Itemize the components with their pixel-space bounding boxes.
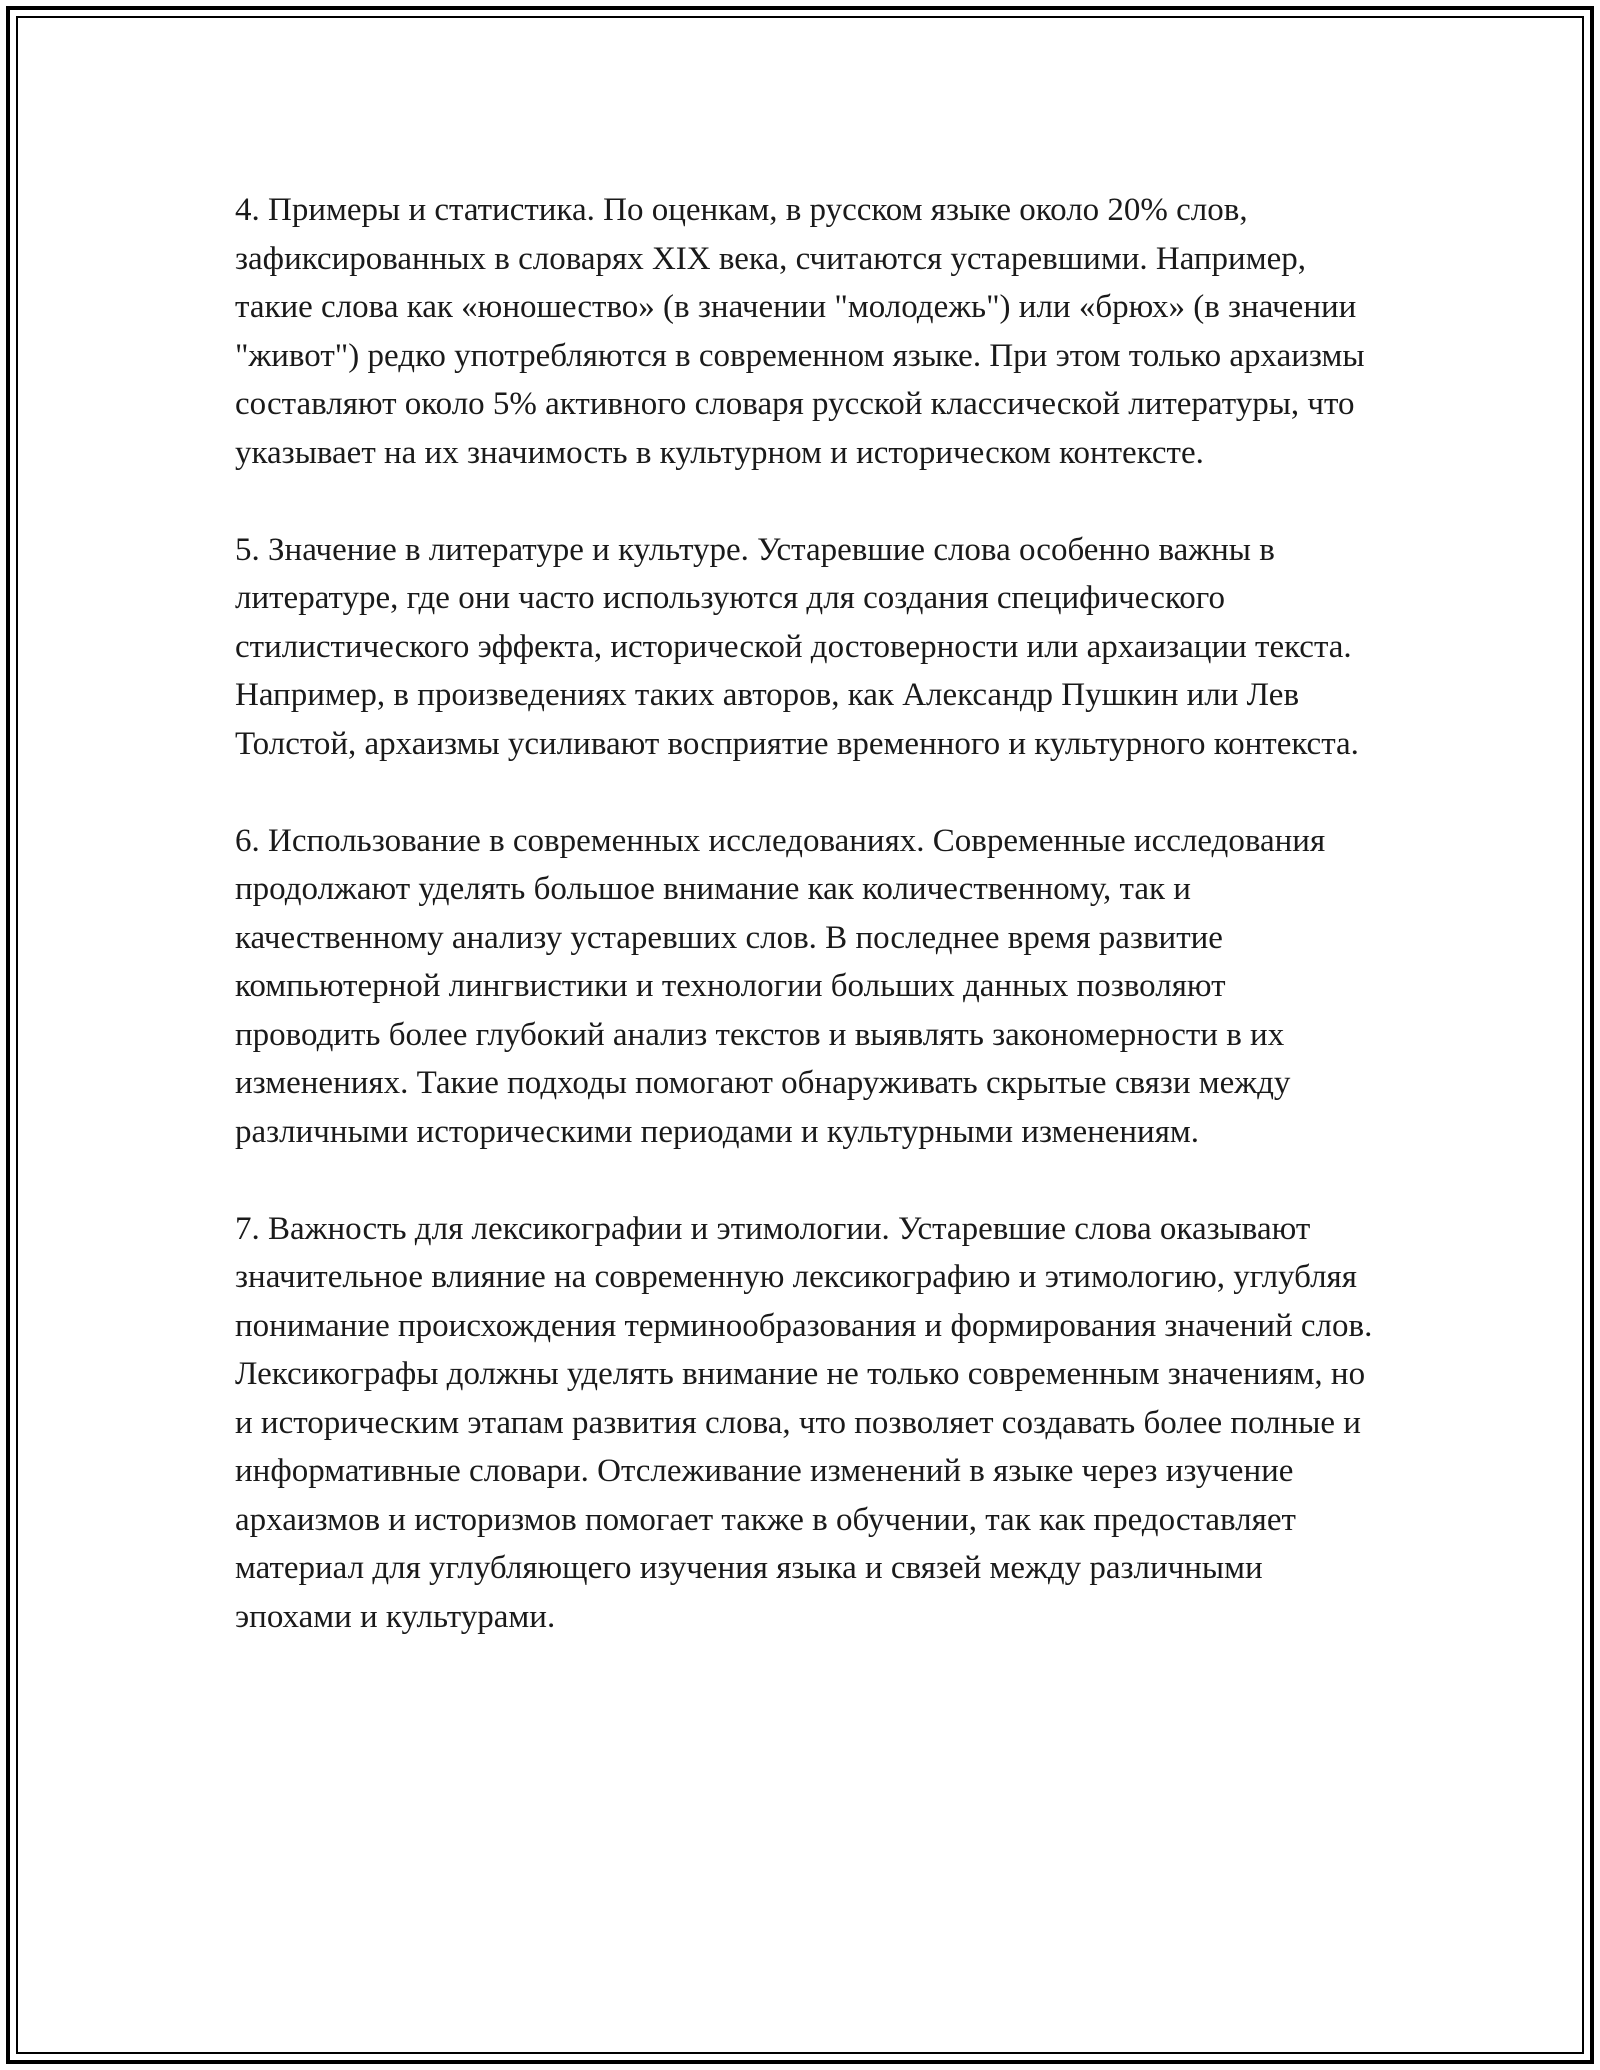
paragraph-modern-research: 6. Использование в современных исследованиях. Современные исследования продолжают уделять большое внимание как количественному, так и качественному анализу устаревших слов. В последнее время развитие компьютерной лингвистики и технологии больших данных позволяют проводить более глубокий анализ текстов и выявлять закономерности в их изменениях. Такие подходы помогают обнаруживать скрытые связи между различными историческими периодами и культурными изменениям. [235, 822, 1326, 1150]
paragraph-lexicography-etymology: 7. Важность для лексикографии и этимологии. Устаревшие слова оказывают значительное влияние на современную лексикографию и этимологию, углубляя понимание происхождения терминообразования и формирования значений слов. Лексикографы должны уделять внимание не только современным значениям, но и историческим этапам развития слова, что позволяет создавать более полные и информативные словари. Отслеживание изменений в языке через изучение архаизмов и историзмов помогает также в обучении, так как предоставляет материал для углубляющего изучения языка и связей между различными эпохами и культурами. [235, 1210, 1373, 1635]
document-body [235, 186, 1375, 1690]
paragraph-examples-statistics: 4. Примеры и статистика. По оценкам, в русском языке около 20% слов, зафиксированных в словарях XIX века, считаются устаревшими. Например, такие слова как «юношество» (в значении "молодежь") или «брюх» (в значении "живот") редко употребляются в современном языке. При этом только архаизмы составляют около 5% активного словаря русской классической литературы, что указывает на их значимость в культурном и историческом контексте. [235, 192, 1365, 471]
paragraph-literature-culture: 5. Значение в литературе и культуре. Устаревшие слова особенно важны в литературе, где они часто используются для создания специфического стилистического эффекта, исторической достоверности или архаизации текста. Например, в произведениях таких авторов, как Александр Пушкин или Лев Толстой, архаизмы усиливают восприятие временного и культурного контекста. [235, 531, 1359, 762]
